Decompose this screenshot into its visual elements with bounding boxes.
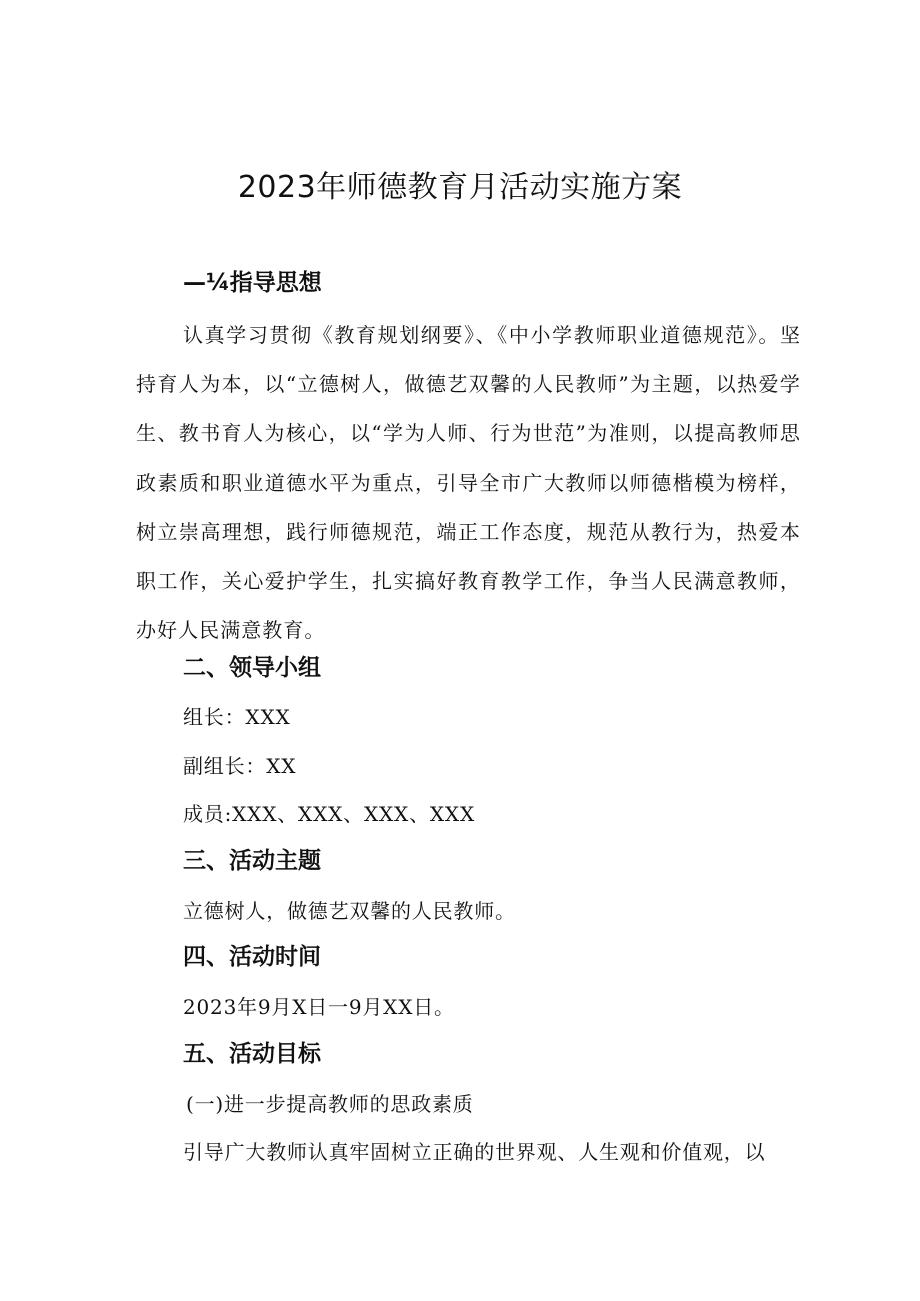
deputy-leader-line: 副组长：XX [183, 754, 297, 778]
section-heading-guiding-thought: —¼指导思想 [183, 270, 322, 296]
section-heading-activity-time: 四、活动时间 [183, 944, 321, 970]
document-title: 2023年师德教育月活动实施方案 [237, 170, 683, 205]
section-heading-activity-theme: 三、活动主题 [183, 848, 321, 874]
section-heading-activity-goals: 五、活动目标 [183, 1041, 321, 1067]
goal-paragraph-line: 引导广大教师认真牢固树立正确的世界观、人生观和价值观，以 [183, 1140, 766, 1164]
section-paragraph-guiding-thought: 认真学习贯彻《教育规划纲要》、《中小学教师职业道德规范》。坚持育人为本，以“立德树人，做德艺双馨的人民教师”为主题，以热爱学生、教书育人为核心，以“学为人师、行为世范”为准则，以提高教师思政素质和职业道德水平为重点，引导全市广大教师以师德楷模为榜样，树立崇高理想，践行师德规范，端正工作态度，规范从教行为，热爱本职工作，关心爱护学生，扎实搞好教育教学工作，争当人民满意教师，办好人民满意教育。 [136, 323, 801, 643]
members-line: 成员:XXX、XXX、XXX、XXX [183, 802, 475, 826]
goal-subheading: (一)进一步提高教师的思政素质 [186, 1092, 474, 1116]
leader-line: 组长：XXX [183, 705, 291, 729]
activity-time-line: 2023年9月X日一9月XX日。 [183, 995, 455, 1019]
activity-theme-line: 立德树人，做德艺双馨的人民教师。 [183, 899, 516, 923]
section-heading-leadership-group: 二、领导小组 [183, 655, 321, 681]
